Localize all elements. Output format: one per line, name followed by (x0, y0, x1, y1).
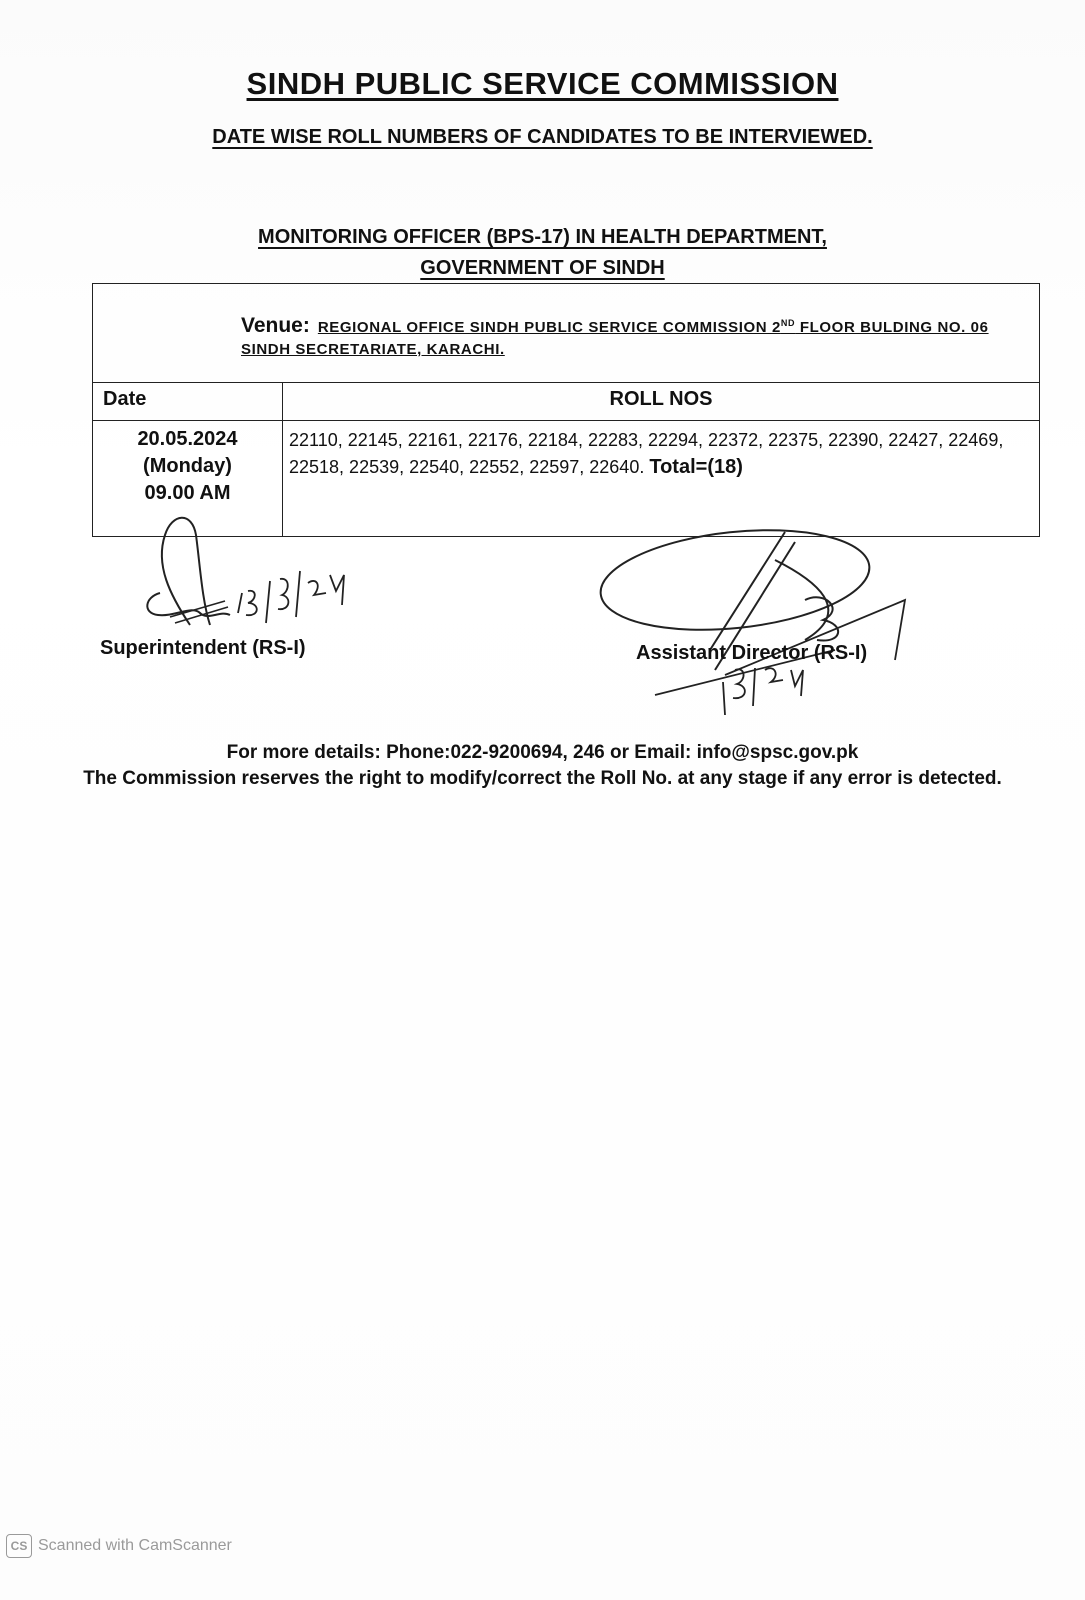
footer-note (60, 740, 1025, 792)
interview-time: 09.00 AM (144, 482, 231, 504)
roll-numbers-cell (289, 427, 1029, 481)
roll-total: Total=(18) (649, 456, 743, 478)
post-line-1: MONITORING OFFICER (BPS-17) IN HEALTH DEPARTMENT, (258, 226, 827, 248)
date-cell (93, 426, 282, 507)
document-title: SINDH PUBLIC SERVICE COMMISSION (246, 66, 839, 101)
camscanner-text: Scanned with CamScanner (38, 1537, 232, 1554)
interview-date: 20.05.2024 (137, 428, 238, 450)
superintendent-label: Superintendent (RS-I) (100, 637, 306, 659)
disclaimer-line: The Commission reserves the right to modify/correct the Roll No. at any stage if any error is detected. (83, 768, 1002, 789)
document-subtitle: DATE WISE ROLL NUMBERS OF CANDIDATES TO BE INTERVIEWED. (212, 126, 873, 148)
venue-block (241, 312, 1031, 361)
venue-label: Venue: (241, 314, 310, 337)
camscanner-watermark (6, 1534, 232, 1558)
venue-text: REGIONAL OFFICE SINDH PUBLIC SERVICE COMMISSION 2ND FLOOR BULDING NO. 06 SINDH SECRETARIATE, KARACHI. (241, 318, 989, 358)
camscanner-logo-icon: CS (6, 1534, 32, 1558)
assistant-director-signature (595, 520, 925, 725)
table-divider (93, 420, 1039, 421)
interview-day: (Monday) (143, 455, 232, 477)
post-heading (0, 222, 1085, 284)
post-line-2: GOVERNMENT OF SINDH (420, 257, 665, 279)
table-divider (93, 382, 1039, 383)
contact-line: For more details: Phone:022-9200694, 246 or Email: info@spsc.gov.pk (226, 742, 859, 763)
assistant-director-label: Assistant Director (RS-I) (636, 642, 868, 664)
interview-table (92, 283, 1040, 537)
roll-numbers: 22110, 22145, 22161, 22176, 22184, 22283, 22294, 22372, 22375, 22390, 22427, 22469, 22518, 22539, 22540, 22552, 22597, 22640. (289, 430, 1004, 477)
roll-column-header: ROLL NOS (609, 388, 713, 410)
date-column-header: Date (103, 388, 147, 410)
